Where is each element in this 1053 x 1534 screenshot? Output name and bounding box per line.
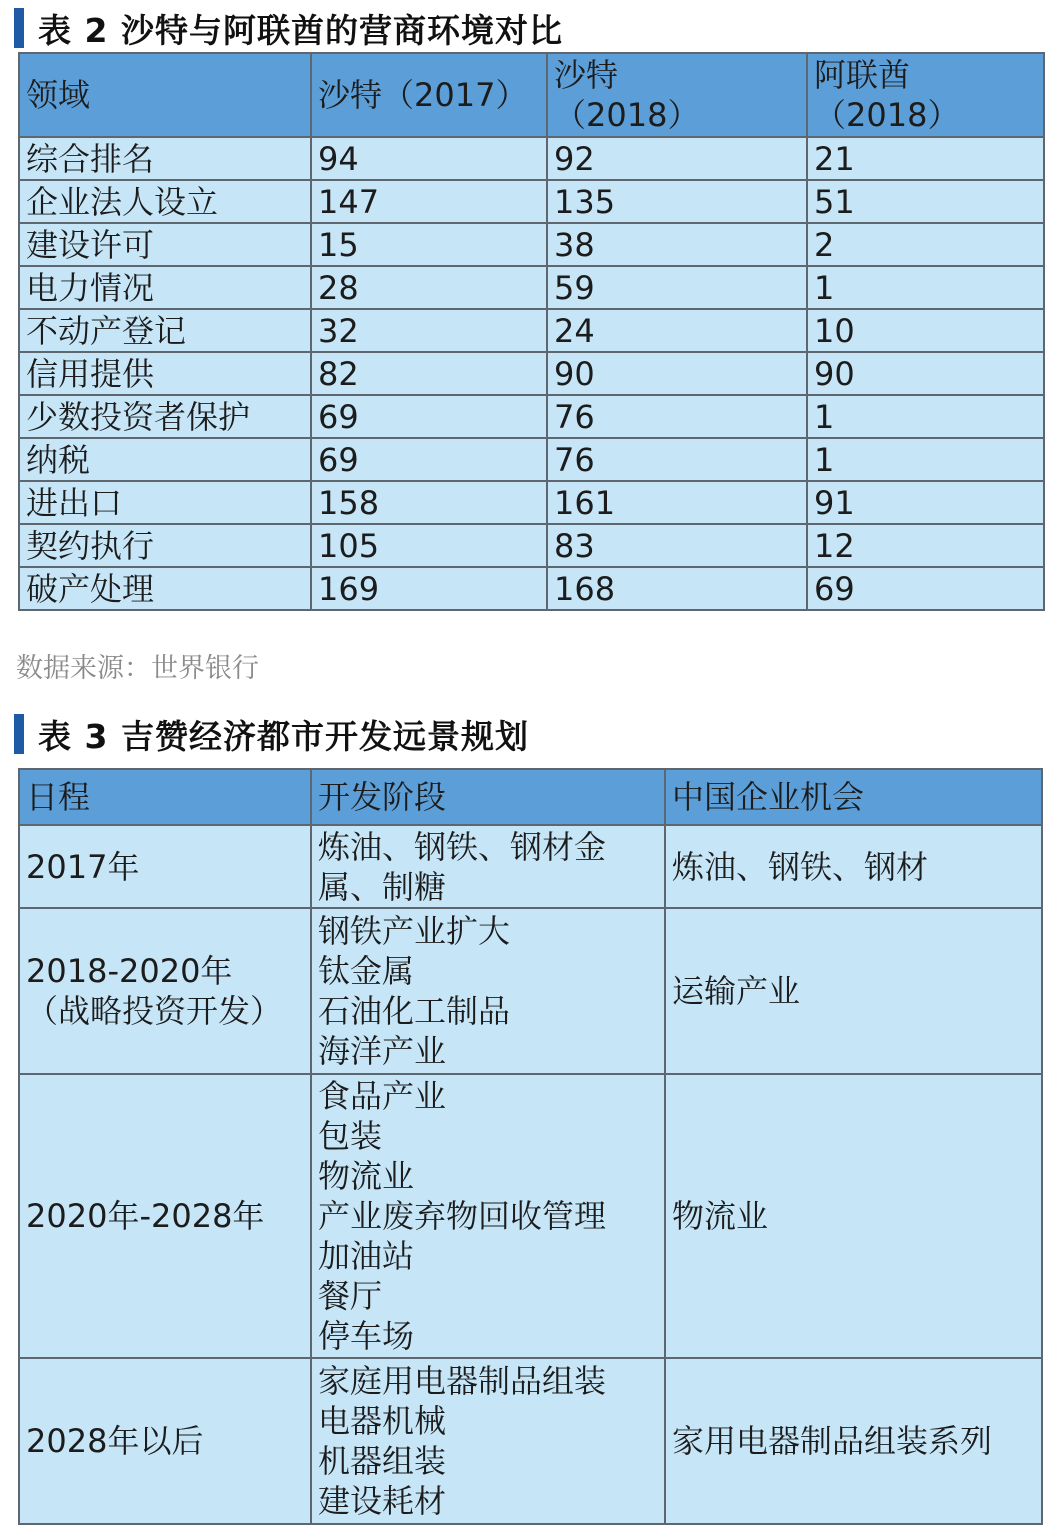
table2-cell: 1 <box>807 266 1044 309</box>
table2-cell: 90 <box>807 352 1044 395</box>
table3-row <box>19 908 1042 1074</box>
opportunity-cell-line: 物流业 <box>672 1197 769 1235</box>
opportunity-cell <box>665 1074 1042 1358</box>
stage-cell <box>311 1358 665 1524</box>
schedule-cell-line: 2020年-2028年 <box>26 1197 265 1235</box>
table2-cell: 168 <box>547 567 807 610</box>
table2-cell: 59 <box>547 266 807 309</box>
table2-cell: 135 <box>547 180 807 223</box>
table2-cell: 建设许可 <box>19 223 311 266</box>
table2-title-text: 表 2 沙特与阿联酋的营商环境对比 <box>38 10 563 50</box>
table2-cell: 10 <box>807 309 1044 352</box>
table2-cell: 161 <box>547 481 807 524</box>
schedule-cell-line: 2028年以后 <box>26 1422 204 1460</box>
table2-cell: 不动产登记 <box>19 309 311 352</box>
schedule-cell <box>19 1074 311 1358</box>
table2-row <box>19 266 1044 309</box>
table2-cell: 38 <box>547 223 807 266</box>
stage-cell-line: 电器机械 <box>318 1402 447 1440</box>
source-note: 数据来源：世界银行 <box>16 653 259 684</box>
table2-cell: 92 <box>547 137 807 180</box>
table2-cell: 24 <box>547 309 807 352</box>
table2-cell: 158 <box>311 481 547 524</box>
table3-header-cell: 开发阶段 <box>311 769 665 825</box>
table2-cell: 69 <box>311 438 547 481</box>
table2-header-cell: 领域 <box>19 53 311 137</box>
stage-cell-line: 属、制糖 <box>318 867 447 906</box>
table3-header-cell: 中国企业机会 <box>665 769 1042 825</box>
stage-cell-line: 停车场 <box>318 1317 415 1355</box>
opportunity-cell <box>665 825 1042 908</box>
table2-cell: 21 <box>807 137 1044 180</box>
table2-cell: 综合排名 <box>19 137 311 180</box>
table2-cell: 28 <box>311 266 547 309</box>
table2-row <box>19 481 1044 524</box>
opportunity-cell <box>665 908 1042 1074</box>
table2-cell: 信用提供 <box>19 352 311 395</box>
table3-title-text: 表 3 吉赞经济都市开发远景规划 <box>38 716 529 756</box>
table2-cell: 51 <box>807 180 1044 223</box>
table2-cell: 91 <box>807 481 1044 524</box>
table2-cell: 32 <box>311 309 547 352</box>
table2-cell: 169 <box>311 567 547 610</box>
table2-cell: 2 <box>807 223 1044 266</box>
table3-title <box>14 714 529 754</box>
stage-cell-line: 海洋产业 <box>318 1032 447 1070</box>
table2-row <box>19 567 1044 610</box>
stage-cell-line: 产业废弃物回收管理 <box>318 1197 607 1235</box>
stage-cell <box>311 825 665 908</box>
table2-row <box>19 524 1044 567</box>
stage-cell-line: 食品产业 <box>318 1077 447 1115</box>
table2-header-cell: 沙特（2017） <box>311 53 547 137</box>
table2-cell: 少数投资者保护 <box>19 395 311 438</box>
stage-cell-line: 包装 <box>318 1117 383 1155</box>
stage-cell-line: 家庭用电器制品组装 <box>318 1362 607 1400</box>
schedule-cell-line: 2017年 <box>26 847 140 886</box>
table2-cell: 76 <box>547 438 807 481</box>
opportunity-cell-line: 运输产业 <box>672 972 801 1010</box>
table2-cell: 契约执行 <box>19 524 311 567</box>
table2-row <box>19 438 1044 481</box>
jazan-plan-table <box>18 768 1043 1525</box>
table2-row <box>19 352 1044 395</box>
table3-row <box>19 1074 1042 1358</box>
title-accent-bar <box>14 714 24 754</box>
table2-row <box>19 309 1044 352</box>
title-accent-bar <box>14 8 24 48</box>
table2-cell: 76 <box>547 395 807 438</box>
table2-cell: 69 <box>311 395 547 438</box>
table2-header-cell: 阿联酋 （2018） <box>807 53 1044 137</box>
table2-cell: 15 <box>311 223 547 266</box>
table2-cell: 1 <box>807 395 1044 438</box>
stage-cell-line: 钛金属 <box>318 952 415 990</box>
stage-cell-line: 石油化工制品 <box>318 992 511 1030</box>
stage-cell-line: 炼油、钢铁、钢材金 <box>318 827 607 866</box>
table2-cell: 1 <box>807 438 1044 481</box>
table2-cell: 82 <box>311 352 547 395</box>
table3-header-row <box>19 769 1042 825</box>
table2-cell: 电力情况 <box>19 266 311 309</box>
table2-cell: 纳税 <box>19 438 311 481</box>
table3-row <box>19 825 1042 908</box>
table2-cell: 90 <box>547 352 807 395</box>
schedule-cell <box>19 1358 311 1524</box>
stage-cell-line: 建设耗材 <box>318 1482 447 1520</box>
table2-cell: 进出口 <box>19 481 311 524</box>
table2-cell: 105 <box>311 524 547 567</box>
schedule-cell <box>19 908 311 1074</box>
table2-cell: 94 <box>311 137 547 180</box>
stage-cell-line: 物流业 <box>318 1157 415 1195</box>
stage-cell-line: 餐厅 <box>318 1277 383 1315</box>
table2-row <box>19 137 1044 180</box>
table2-cell: 破产处理 <box>19 567 311 610</box>
table2-cell: 企业法人设立 <box>19 180 311 223</box>
table2-row <box>19 180 1044 223</box>
stage-cell <box>311 1074 665 1358</box>
table2-row <box>19 223 1044 266</box>
table2-header-cell: 沙特 （2018） <box>547 53 807 137</box>
table3-header-cell: 日程 <box>19 769 311 825</box>
opportunity-cell-line: 炼油、钢铁、钢材 <box>672 847 929 886</box>
table2-row <box>19 395 1044 438</box>
table3-row <box>19 1358 1042 1524</box>
stage-cell <box>311 908 665 1074</box>
schedule-cell-line: 2018-2020年 <box>26 952 233 990</box>
opportunity-cell <box>665 1358 1042 1524</box>
table2-cell: 83 <box>547 524 807 567</box>
table2-cell: 12 <box>807 524 1044 567</box>
schedule-cell <box>19 825 311 908</box>
stage-cell-line: 加油站 <box>318 1237 415 1275</box>
stage-cell-line: 机器组装 <box>318 1442 447 1480</box>
table2-cell: 69 <box>807 567 1044 610</box>
table2-header-row <box>19 53 1044 137</box>
opportunity-cell-line: 家用电器制品组装系列 <box>672 1422 993 1460</box>
stage-cell-line: 钢铁产业扩大 <box>318 912 511 950</box>
business-environment-table <box>18 52 1045 611</box>
table2-cell: 147 <box>311 180 547 223</box>
schedule-cell-line: （战略投资开发） <box>26 992 283 1030</box>
table2-title <box>14 8 563 48</box>
